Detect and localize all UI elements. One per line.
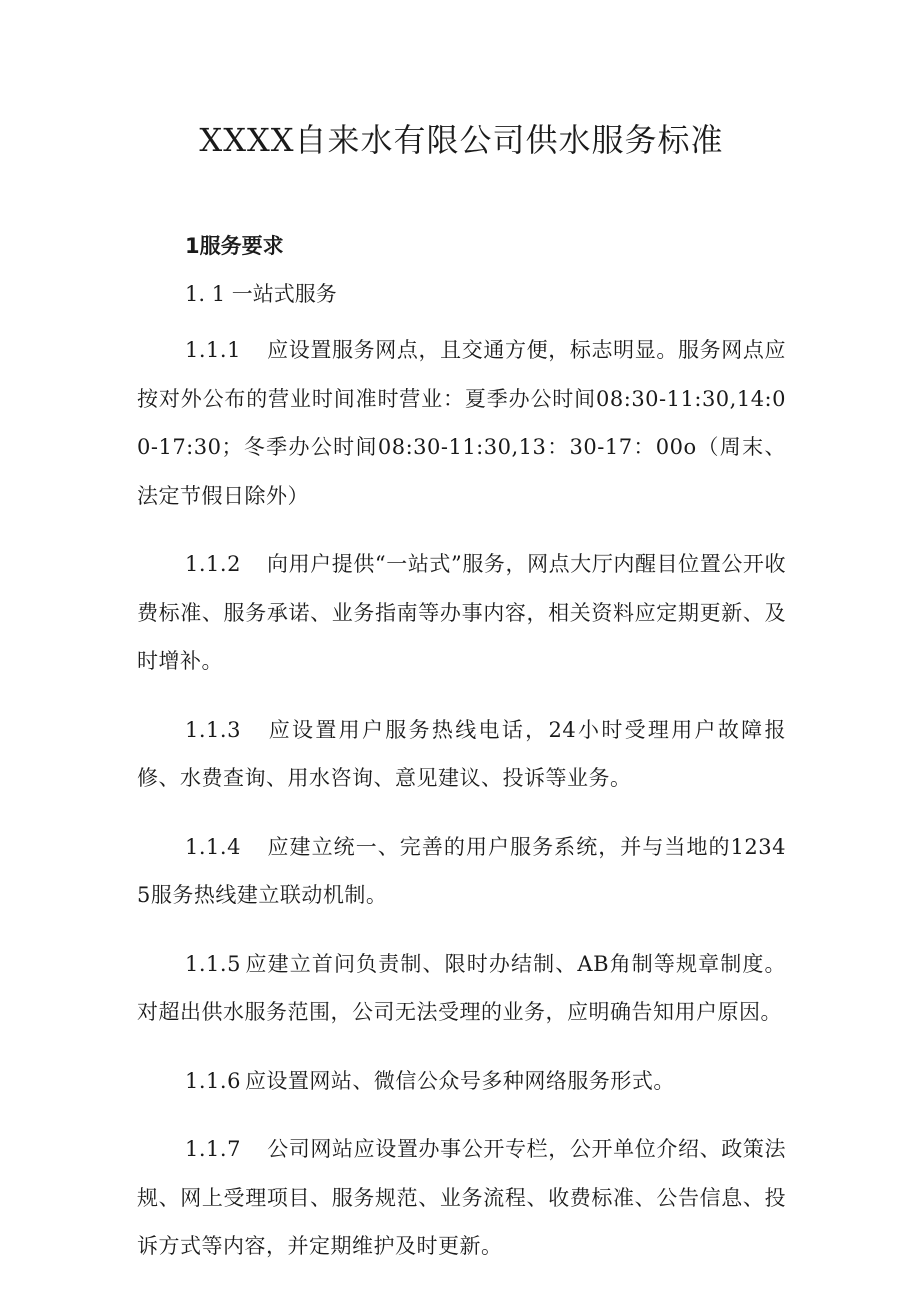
paragraph-number: 1.1.7 [185,1137,241,1161]
paragraph-text: 向用户提供“一站式”服务，网点大厅内醒目位置公开收费标准、服务承诺、业务指南等办事内容，相关资料应定期更新、及时增补。 [137,552,786,673]
document-title: XXXX自来水有限公司供水服务标准 [199,121,724,159]
section-heading [137,232,786,260]
subsection-title: 一站式服务 [231,282,337,306]
paragraph-number: 1.1.5 [185,951,241,976]
paragraph-text: 应设置服务网点，且交通方便，标志明显。服务网点应按对外公布的营业时间准时营业：夏季办公时间08:30-11:30,14:00-17:30；冬季办公时间08:30-11:30,13：30-17：00o（周末、法定节假日除外） [137,338,786,508]
paragraph-number: 1.1.1 [185,338,241,362]
subsection-number: 1. 1 [185,282,226,306]
paragraph-text: 应建立统一、完善的用户服务系统，并与当地的12345服务热线建立联动机制。 [137,834,786,907]
paragraph-1-1-7 [137,1125,786,1271]
paragraph-1-1-5 [137,940,786,1037]
paragraph-1-1-6 [137,1057,786,1106]
paragraph-text: 应设置网站、微信公众号多种网络服务形式。 [244,1068,675,1093]
paragraph-number: 1.1.4 [185,834,241,859]
paragraph-text: 应设置用户服务热线电话，24小时受理用户故障报修、水费查询、用水咨询、意见建议、投诉等业务。 [137,717,786,790]
paragraph-number: 1.1.2 [185,552,241,576]
paragraph-number: 1.1.6 [185,1068,241,1093]
paragraph-1-1-2 [137,540,786,686]
paragraph-text: 应建立首问负责制、限时办结制、AB角制等规章制度。对超出供水服务范围，公司无法受理的业务，应明确告知用户原因。 [137,951,786,1024]
section-title: 服务要求 [199,234,284,258]
paragraph-number: 1.1.3 [185,717,241,742]
paragraph-1-1-3 [137,706,786,803]
paragraph-1-1-1 [137,326,786,520]
subsection-heading [137,280,786,308]
section-number: 1 [185,234,200,258]
paragraph-1-1-4 [137,823,786,920]
paragraph-text: 公司网站应设置办事公开专栏，公开单位介绍、政策法规、网上受理项目、服务规范、业务流程、收费标准、公告信息、投诉方式等内容，并定期维护及时更新。 [137,1137,786,1258]
